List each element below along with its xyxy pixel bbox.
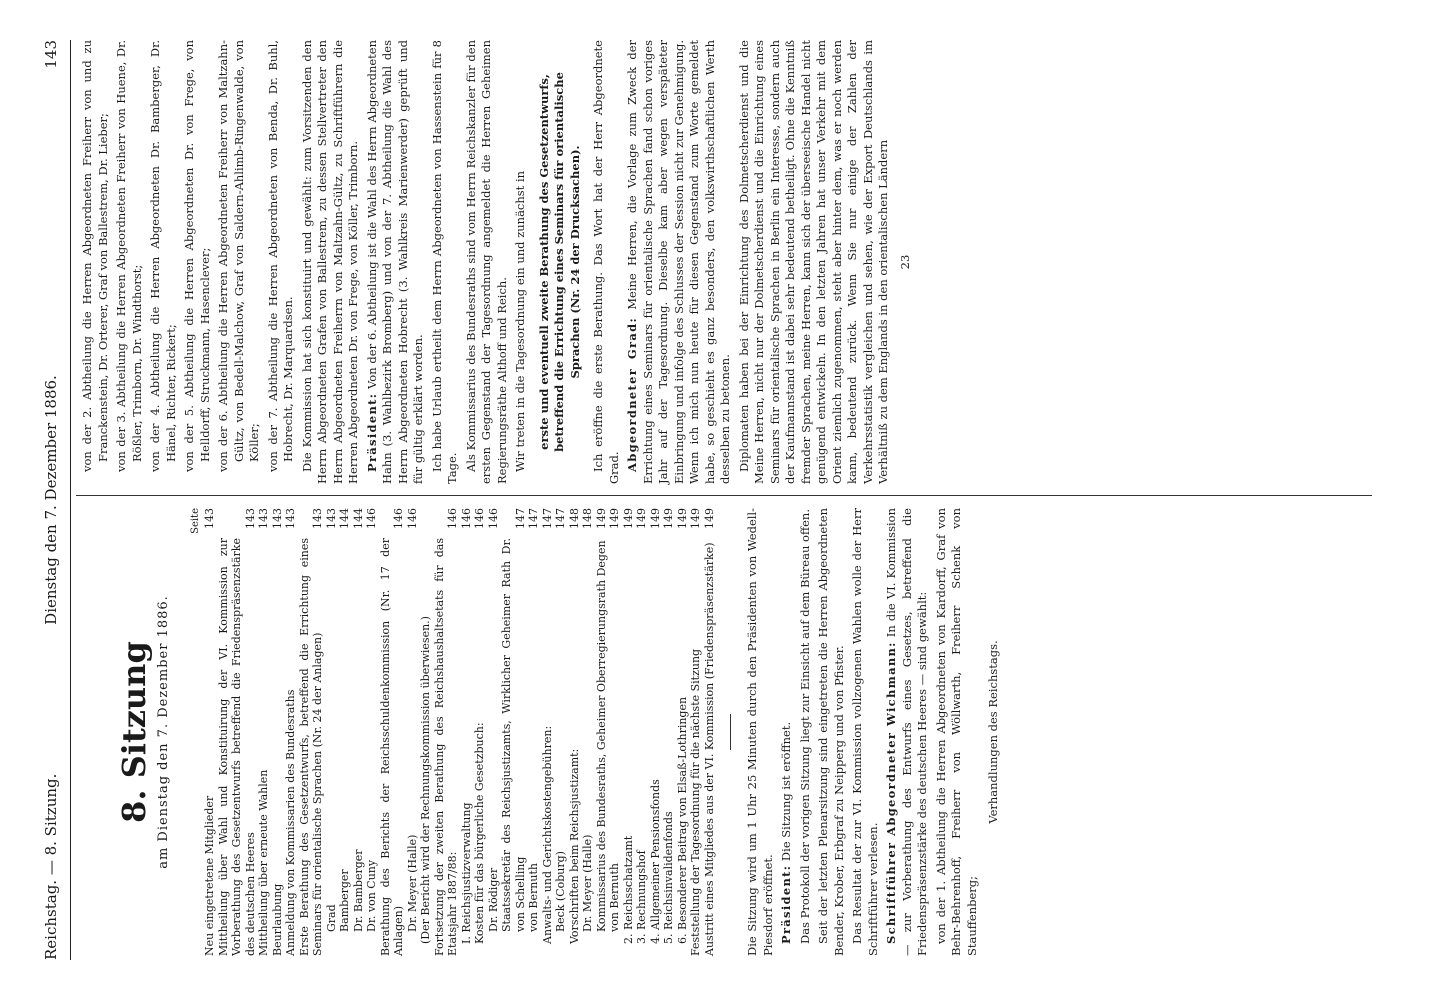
toc-page-label: Seite — [189, 508, 201, 534]
toc-entry: 4. Allgemeiner Pensionsfonds — [648, 779, 662, 944]
paragraph-text: In die VI. Kommission — zur Vorberathung des Entwurfs eines Gesetzes, betreffend die Friedenspräsenzstärke des deutschen Heeres — sind gewählt: — [884, 508, 929, 956]
toc-row — [406, 508, 420, 956]
toc-entry: I. Reichsjustizverwaltung — [459, 802, 473, 944]
toc-row — [662, 508, 676, 956]
toc-row — [649, 508, 663, 956]
toc-page: 143 — [270, 508, 284, 529]
paragraph-text: Das Resultat der zur VI. Kommission vollzogenen Wahlen wolle der Herr Schriftführer verlesen. — [850, 508, 880, 956]
toc-row — [608, 508, 622, 956]
toc-row — [554, 508, 568, 956]
toc-page: 147 — [554, 508, 567, 529]
speaker-name: Präsident: — [364, 392, 379, 472]
toc-entry: von Bernuth — [527, 863, 540, 932]
paragraph-text: Diplomaten haben bei der Einrichtung des Dolmetscherdienst und die Meine Herren, nicht nur der Dolmetscherdienst und die Einrichtung eines Seminars für orientalische Sprachen in Berlin ein Interesse, sondern auch der Kaufmannstand ist dabei sehr bedeutend betheiligt. Ohne die Kenntniß fremder Sprachen, meine Herren, kann sich der überseeische Handel nicht genügend entwickeln. In den letzten Jahren hat unser Verkehr mit dem Orient ziemlich zugenommen, steht aber hinter dem, was er noch werden kann, bedeutend zurück. Wenn Sie nur einige der Zahlen der Verkehrsstatistik vergleichen und sehen, wie der Export Deutschlands im Verhältniß zu dem Englands in den orientalischen Ländern — [736, 40, 890, 484]
toc-row — [541, 508, 555, 956]
paragraph — [513, 40, 529, 484]
session-title: 8. Sitzung — [115, 641, 153, 823]
toc-entry: Beurlaubung — [270, 883, 284, 956]
committee-division-entry: von der 4. Abtheilung die Herren Abgeordneten Dr. Bamberger, Dr. Hänel, Richter, Rickert; — [148, 40, 178, 472]
toc-page: 146 — [365, 508, 378, 529]
paragraph-text: Seit der letzten Plenarsitzung sind eingetreten die Herren Abgeordneten Bender, Krober, Erbgraf zu Neipperg und von Pfister. — [816, 508, 846, 956]
toc-page: 149 — [621, 508, 635, 529]
toc-entry: Anmeldung von Kommissarien des Bundesraths — [284, 689, 297, 956]
toc-page: 143 — [203, 508, 216, 529]
toc-page: 149 — [635, 508, 648, 529]
toc-entry: Vorschriften beim Reichsjustizamt: — [567, 748, 581, 944]
header-rule — [70, 40, 71, 960]
toc-row — [500, 508, 527, 956]
paragraph-text: Ich eröffne die erste Berathung. Das Wort hat der Herr Abgeordnete Grad. — [591, 40, 621, 484]
toc-entry: Neu eingetretene Mitglieder — [203, 795, 216, 956]
toc-entry: 5. Reichsinvalidenfonds — [662, 811, 675, 944]
toc-page: 146 — [392, 508, 405, 529]
toc-row — [527, 508, 541, 956]
paragraph — [737, 40, 892, 484]
toc-page: 148 — [581, 508, 594, 529]
committee-division-entry: von der 5. Abtheilung die Herren Abgeordneten Dr. von Frege, von Helldorff, Struckmann, Hasenclever; — [182, 40, 212, 472]
toc-page: 147 — [513, 508, 527, 529]
agenda-item: erste und eventuell zweite Berathung des Gesetzentwurfs, betreffend die Errichtung eines Seminars für orientalische Sprachen (Nr. 24 der Drucksachen). — [536, 72, 582, 452]
running-header — [42, 40, 66, 960]
toc-entry: 6. Besonderer Beitrag von Elsaß-Lothringen — [675, 696, 689, 944]
toc-row — [217, 508, 258, 956]
toc-row — [635, 508, 649, 956]
paragraph — [430, 40, 461, 484]
column-divider — [76, 495, 1372, 496]
toc-row — [298, 508, 325, 956]
paragraph-text: Die Kommission hat sich konstituirt und gewählt: zum Vorsitzenden den Herrn Abgeordneten Grafen von Ballestrem, zu dessen Stellvertreter den Herrn Abgeordneten Freiherrn von Maltzahn-Gültz, zu Schriftführern die Herren Abgeordneten Dr. von Frege, von Köller, Trimborn. — [299, 40, 360, 484]
toc-entry: Dr. Meyer (Halle) — [405, 834, 419, 932]
toc-page: 146 — [486, 508, 500, 529]
toc-entry: Anwalts- und Gerichtskostengebühren: — [540, 725, 554, 944]
toc-entry: Beck (Coburg) — [554, 851, 567, 932]
committee-division-entry: von der 3. Abtheilung die Herren Abgeordneten Freiherr von Huene, Dr. Rößler, Trimborn, Dr. Windthorst; — [114, 40, 144, 472]
toc-entry: Erste Berathung des Gesetzentwurfs, betreffend die Errichtung eines Seminars für orientalische Sprachen (Nr. 24 der Anlagen) — [297, 538, 324, 956]
speaker-name: Schriftführer Abgeordneter Wichmann: — [884, 641, 898, 944]
header-left: Reichstag. — 8. Sitzung. — [42, 773, 60, 960]
toc-page: 149 — [608, 508, 621, 529]
toc-page: 149 — [702, 508, 716, 529]
toc-row — [595, 508, 609, 956]
toc-row — [473, 508, 487, 956]
paragraph-text: Als Kommissarius des Bundesraths sind vom Herrn Reichskanzler für den ersten Gegenstand der Tagesordnung angemeldet die Herren Geheimen Regierungsräthe Althoff und Reich. — [463, 40, 509, 484]
toc-page: 143 — [311, 508, 324, 529]
toc-entry: Dr. Rödiger — [486, 867, 500, 932]
toc-row — [460, 508, 474, 956]
toc-page: 143 — [284, 508, 297, 529]
left-body — [745, 508, 980, 956]
toc-entry: Grad — [324, 904, 338, 932]
paragraph-text: von der 1. Abtheilung die Herren Abgeordneten von Kardorff, Graf von Behr-Behrenhoff, Freiherr von Wöllwarth, Freiherr Schenk von Stauffenberg; — [933, 508, 979, 956]
toc-row — [271, 508, 285, 956]
paragraph-text: Wir treten in die Tagesordnung ein und zunächst in — [513, 170, 527, 472]
paragraph — [934, 508, 981, 956]
committee-division-entry: von der 2. Abtheilung die Herren Abgeordneten Freiherr von und zu Franckenstein, Dr. Orterer, Graf von Ballestrem, Dr. Lieber; — [80, 40, 110, 472]
toc-entry: 2. Reichsschatzamt — [621, 835, 635, 944]
toc-entry: Dr. von Cuny — [365, 859, 378, 932]
paragraph — [365, 40, 427, 484]
toc-page — [419, 508, 433, 534]
paragraph — [464, 40, 511, 484]
toc-entry: Kommissarius des Bundesraths, Geheimer Oberregierungsrath Degen — [594, 540, 608, 932]
speaker-name: Präsident: — [779, 864, 793, 944]
paragraph — [625, 40, 734, 484]
toc-page: 143 — [243, 508, 257, 529]
paragraph — [779, 508, 795, 956]
toc-row — [689, 508, 703, 956]
toc-row — [703, 508, 717, 956]
toc-entry: Feststellung der Tagesordnung für die nächste Sitzung — [689, 648, 702, 956]
toc-row — [581, 508, 595, 956]
toc-row — [325, 508, 339, 956]
toc-page: 146 — [473, 508, 486, 529]
toc-page: 147 — [527, 508, 540, 529]
paragraph-text: Die Sitzung ist eröffnet. — [779, 721, 793, 862]
toc-entry: Bamberger — [338, 869, 351, 932]
table-of-contents — [203, 508, 716, 956]
toc-row — [419, 508, 433, 956]
toc-row — [433, 508, 460, 956]
side-attribution — [1416, 0, 1430, 1000]
toc-row — [568, 508, 582, 956]
toc-page: 144 — [351, 508, 365, 529]
paragraph — [300, 40, 362, 484]
left-column — [80, 508, 1005, 956]
paragraph-text: Die Sitzung wird um 1 Uhr 25 Minuten durch den Präsidenten von Wedell-Piesdorf eröffnet. — [745, 508, 775, 956]
right-body-continued — [591, 40, 892, 484]
toc-entry: Dr. Meyer (Halle) — [581, 834, 594, 932]
toc-row — [676, 508, 690, 956]
toc-row — [622, 508, 636, 956]
committee-division-entry: von der 7. Abtheilung die Herren Abgeordneten von Benda, Dr. Buhl, Hobrecht, Dr. Marquardsen. — [265, 40, 295, 472]
toc-entry: 3. Rechnungshof — [635, 850, 648, 944]
toc-page: 149 — [675, 508, 689, 529]
toc-page: 143 — [324, 508, 338, 529]
paragraph-text: Ich habe Urlaub ertheilt dem Herrn Abgeordneten von Hassenstein für 8 Tage. — [429, 40, 459, 484]
toc-page: 149 — [662, 508, 675, 529]
session-date: am Dienstag den 7. Dezember 1886. — [156, 595, 171, 869]
toc-entry: Fortsetzung der zweiten Berathung des Reichshaushaltsetats für das Etatsjahr 1887/88: — [432, 538, 459, 956]
paragraph-text: Das Protokoll der vorigen Sitzung liegt zur Einsicht auf dem Büreau offen. — [797, 509, 812, 944]
toc-page: 149 — [689, 508, 702, 529]
left-footer: Verhandlungen des Reichstags. — [986, 640, 1000, 824]
toc-entry: Mittheilung über erneute Wahlen — [257, 769, 270, 956]
toc-row — [487, 508, 501, 956]
paragraph — [816, 508, 847, 956]
right-body — [300, 40, 529, 484]
toc-entry: Berathung des Berichts der Reichsschuldenkommission (Nr. 17 der Anlagen) — [378, 538, 405, 956]
toc-row — [284, 508, 298, 956]
toc-page: 149 — [594, 508, 608, 529]
section-separator — [730, 714, 731, 750]
toc-page: 148 — [567, 508, 581, 529]
toc-page: 146 — [446, 508, 459, 529]
paragraph-text: Meine Herren, die Vorlage zum Zweck der Errichtung eines Seminars für orientalische Sprachen fand schon voriges Jahr auf der Tagesordnung. Dieselbe kam aber wegen verspäteter Einbringung und infolge des Schlusses der Session nicht zur Genehmigung. Wenn ich mich nun heute für diesen Gegenstand zum Worte gemeldet habe, so geschieht es ganz besonders, den volkswirthschaftlichen Werth desselben zu betonen. — [625, 39, 732, 484]
toc-page: 147 — [540, 508, 554, 529]
toc-entry: Dr. Bamberger — [351, 849, 365, 932]
paragraph — [850, 508, 881, 956]
toc-row — [365, 508, 379, 956]
toc-entry: Mittheilung über Wahl und Konstituirung der VI. Kommission zur Vorberathung des Gesetzentwurfs betreffend die Friedenspräsenzstärke des deutschen Heeres — [216, 538, 257, 956]
header-center: Dienstag den 7. Dezember 1886. — [42, 375, 60, 625]
toc-entry: (Der Bericht wird der Rechnungskommission überwiesen.) — [419, 616, 432, 944]
paragraph — [884, 508, 931, 956]
committee-division-entry: von der 6. Abtheilung die Herren Abgeordneten Freiherr von Maltzahn-Gültz, von Bedell-Malchow, Graf von Saldern-Ahlimb-Ringenwalde, von Köller; — [216, 40, 261, 472]
paragraph — [745, 508, 776, 956]
toc-page: 149 — [648, 508, 662, 529]
speaker-name: Abgeordneter Grad: — [625, 316, 639, 472]
toc-page: 143 — [257, 508, 270, 529]
toc-row — [257, 508, 271, 956]
toc-entry: von Bernuth — [608, 863, 621, 932]
toc-row — [203, 508, 217, 956]
committee-member-list — [80, 40, 297, 484]
paragraph-text: Von der 6. Abtheilung ist die Wahl des Herrn Abgeordneten Hahn (3. Wahlbezirk Bromberg) und von der 7. Abtheilung die Wahl des Herrn Abgeordneten Hobrecht (3. Wahlkreis Marienwerder) geprüft und für gültig erklärt worden. — [364, 39, 425, 484]
toc-row — [379, 508, 406, 956]
toc-entry: Austritt eines Mitgliedes aus der VI. Kommission (Friedenspräsenzstärke) — [702, 542, 716, 956]
paragraph — [798, 508, 814, 956]
toc-entry: Kosten für das bürgerliche Gesetzbuch: — [473, 722, 486, 944]
toc-page: 146 — [405, 508, 419, 529]
paragraph — [591, 40, 622, 484]
toc-row — [338, 508, 352, 956]
toc-entry: Staatssekretär des Reichsjustizamts, Wirklicher Geheimer Rath Dr. von Schelling — [500, 538, 527, 932]
toc-row — [352, 508, 366, 956]
toc-page: 144 — [338, 508, 351, 529]
toc-page: 146 — [459, 508, 473, 529]
right-column — [80, 40, 916, 484]
page-number: 143 — [42, 40, 60, 69]
signature-mark: 23 — [897, 254, 912, 270]
